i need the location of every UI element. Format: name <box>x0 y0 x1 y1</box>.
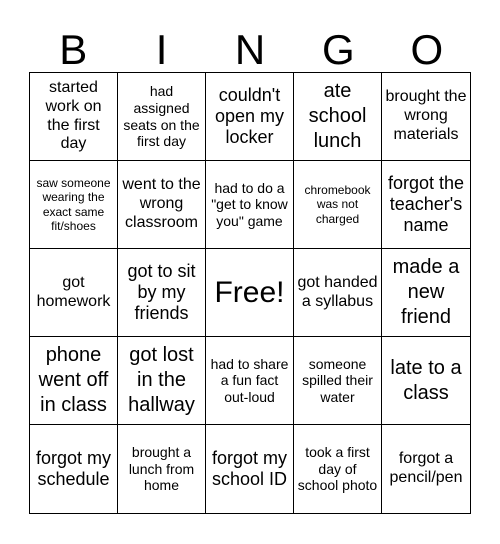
bingo-cell[interactable] <box>382 73 470 161</box>
bingo-cell-text: saw someone wearing the exact same fit/shoes <box>36 176 111 233</box>
bingo-cell-text: got lost in the hallway <box>128 344 195 416</box>
bingo-cell-text: Free! <box>214 275 285 309</box>
bingo-cell[interactable] <box>118 249 206 337</box>
bingo-cell-text: got to sit by my friends <box>127 260 196 324</box>
bingo-cell-text: ate school lunch <box>308 80 367 152</box>
bingo-cell[interactable] <box>294 73 382 161</box>
bingo-cell[interactable] <box>294 337 382 425</box>
bingo-cell[interactable] <box>118 73 206 161</box>
bingo-cell[interactable] <box>382 161 470 249</box>
bingo-cell[interactable] <box>294 161 382 249</box>
bingo-cell[interactable] <box>30 337 118 425</box>
bingo-cell[interactable] <box>30 425 118 513</box>
bingo-cell[interactable] <box>294 249 382 337</box>
header-letter-o: O <box>410 26 444 73</box>
bingo-cell[interactable] <box>206 73 294 161</box>
bingo-cell-text: had to do a "get to know you" game <box>211 179 288 229</box>
bingo-cell[interactable] <box>118 425 206 513</box>
bingo-cell[interactable] <box>294 425 382 513</box>
header-letter-n: N <box>234 26 266 73</box>
bingo-cell-text: late to a class <box>390 356 462 404</box>
free-space[interactable] <box>206 249 294 337</box>
bingo-cell-text: chromebook was not charged <box>304 183 371 226</box>
bingo-cell[interactable] <box>118 161 206 249</box>
header-letter-g: G <box>322 26 355 73</box>
bingo-cell-text: forgot a pencil/pen <box>389 450 463 486</box>
bingo-grid <box>29 72 471 514</box>
bingo-cell-text: went to the wrong classroom <box>122 176 201 231</box>
bingo-cell-text: got homework <box>36 273 111 310</box>
bingo-cell[interactable] <box>382 249 470 337</box>
bingo-cell-text: got handed a syllabus <box>297 273 378 310</box>
bingo-cell-text: forgot my schedule <box>35 447 112 489</box>
bingo-cell-text: forgot my school ID <box>211 447 288 489</box>
bingo-cell-text: couldn't open my locker <box>214 84 285 148</box>
bingo-cell-text: started work on the first day <box>45 78 102 153</box>
bingo-header <box>29 28 471 72</box>
header-letter-i: I <box>155 26 168 73</box>
bingo-cell-text: had to share a fun fact out-loud <box>210 355 289 405</box>
bingo-cell-text: forgot the teacher's name <box>387 172 465 236</box>
bingo-cell-text: had assigned seats on the first day <box>123 83 200 150</box>
bingo-cell-text: someone spilled their water <box>302 355 373 405</box>
bingo-cell[interactable] <box>206 161 294 249</box>
bingo-cell[interactable] <box>30 73 118 161</box>
header-letter-b: B <box>59 26 88 73</box>
bingo-cell[interactable] <box>118 337 206 425</box>
bingo-cell[interactable] <box>382 425 470 513</box>
bingo-cell-text: phone went off in class <box>38 344 109 416</box>
bingo-cell-text: brought a lunch from home <box>128 444 195 494</box>
bingo-cell[interactable] <box>206 337 294 425</box>
bingo-cell-text: took a first day of school photo <box>297 444 378 494</box>
bingo-cell-text: made a new friend <box>392 256 460 328</box>
bingo-cell[interactable] <box>382 337 470 425</box>
bingo-cell[interactable] <box>206 425 294 513</box>
bingo-cell[interactable] <box>30 161 118 249</box>
bingo-cell[interactable] <box>30 249 118 337</box>
bingo-cell-text: brought the wrong materials <box>385 88 467 143</box>
